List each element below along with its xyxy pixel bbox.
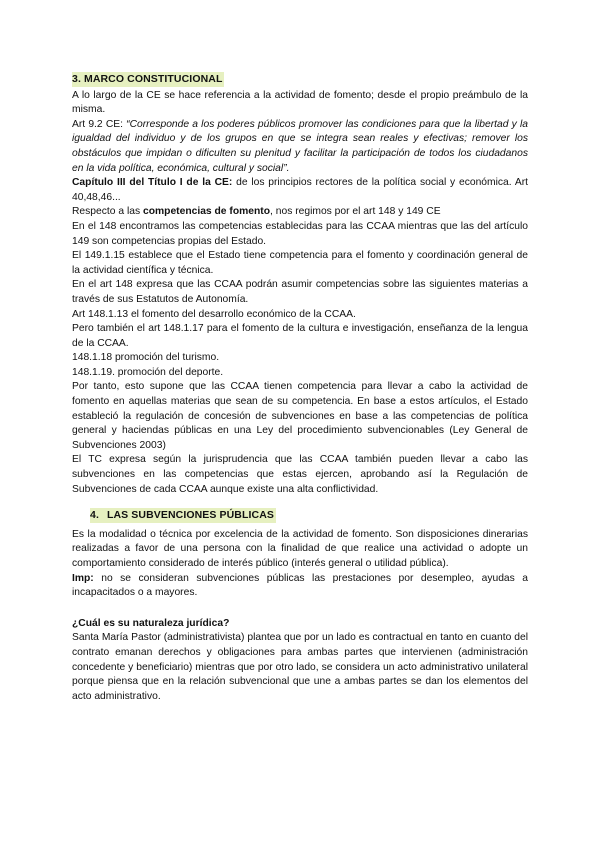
section-4-title: LAS SUBVENCIONES PÚBLICAS <box>106 509 274 522</box>
paragraph-santa-maria: Santa María Pastor (administrativista) plantea que por un lado es contractual en tanto en cuanto del contrato emanan derechos y obligaciones para ambas partes que intervienen (administración concedente y beneficiario) mientras que por otro lado, se considera un acto administrativo unilateral porque piensa que en la relación subvencional que une a ambas partes se dan los elementos del acto administrativo. <box>72 632 528 702</box>
paragraph-art-148: En el 148 encontramos las competencias establecidas para las CCAA mientras que las del artículo 149 son competencias propias del Estado. <box>72 220 528 247</box>
capitulo-text: de los principios rectores de la política social y económica. Art 40,48,46... <box>72 177 528 203</box>
art-9-2-label: Art 9.2 CE: <box>72 118 123 130</box>
capitulo-label: Capítulo III del Título I de la CE: <box>72 177 233 189</box>
competencias-bold: competencias de fomento <box>142 206 271 218</box>
paragraph-art-148-1-19: 148.1.19. promoción del deporte. <box>72 366 224 378</box>
paragraph-imp <box>72 572 528 601</box>
paragraph-definicion: Es la modalidad o técnica por excelencia de la actividad de fomento. Son disposiciones dinerarias realizadas a favor de una persona con la finalidad de que realice una actividad o adopte un comportamiento considerado de interés público (interés general o utilidad pública). <box>72 528 528 569</box>
section-4-number: 4. <box>90 509 99 522</box>
paragraph-capitulo <box>72 176 528 205</box>
subheading-naturaleza: ¿Cuál es su naturaleza jurídica? <box>72 617 230 629</box>
paragraph-intro: A lo largo de la CE se hace referencia a la actividad de fomento; desde el propio preámbulo de la misma. <box>72 89 528 116</box>
section-4-heading <box>90 508 276 523</box>
paragraph-art-148-asumir: En el art 148 expresa que las CCAA podrán asumir competencias sobre las siguientes materias a través de sus Estatutos de Autonomía. <box>72 279 528 305</box>
imp-label: Imp: <box>72 572 94 584</box>
paragraph-por-tanto: Por tanto, esto supone que las CCAA tienen competencia para llevar a cabo la actividad de fomento en aquellas materias que sean de su competencia. En base a estos artículos, el Estado estableció la regulación de concesión de subvenciones en base a las competencias de política general y haciendas públicas en una Ley del procedimiento subvencionables (Ley General de Subvenciones 2003) <box>72 381 528 451</box>
competencias-suffix: , nos regimos por el art 148 y 149 CE <box>270 206 441 218</box>
paragraph-competencias <box>72 205 528 220</box>
section-4-heading-line <box>90 508 528 524</box>
competencias-prefix: Respecto a las <box>72 206 143 218</box>
paragraph-art-148-1-13: Art 148.1.13 el fomento del desarrollo económico de la CCAA. <box>72 308 356 320</box>
paragraph-art-148-1-17: Pero también el art 148.1.17 para el fomento de la cultura e investigación, enseñanza de la lengua de la CCAA. <box>72 323 528 349</box>
paragraph-art-149-1-15: El 149.1.15 establece que el Estado tiene competencia para el fomento y coordinación general de la actividad científica y técnica. <box>72 250 528 276</box>
document-body <box>72 72 528 704</box>
imp-text: no se consideran subvenciones públicas las prestaciones por desempleo, ayudas a incapacitados o a mayores. <box>72 572 528 599</box>
paragraph-art-9-2 <box>72 118 528 176</box>
section-3-heading: 3. MARCO CONSTITUCIONAL <box>72 73 223 85</box>
section-3-heading-line <box>72 72 528 88</box>
paragraph-tc: El TC expresa según la jurisprudencia que las CCAA también pueden llevar a cabo las subvenciones en las competencias que estas ejercen, aprobando así la Regulación de Subvenciones de cada CCAA aunque existe una alta conflictividad. <box>72 454 528 495</box>
paragraph-art-148-1-18: 148.1.18 promoción del turismo. <box>72 352 220 364</box>
art-9-2-quote: “Corresponde a los poderes públicos promover las condiciones para que la libertad y la igualdad del individuo y de los grupos en que se integra sean reales y efectivas; remover los obstáculos que impidan o dificulten su plenitud y facilitar la participación de todos los ciudadanos en la vida política, económica, cultural y social”. <box>72 118 528 174</box>
